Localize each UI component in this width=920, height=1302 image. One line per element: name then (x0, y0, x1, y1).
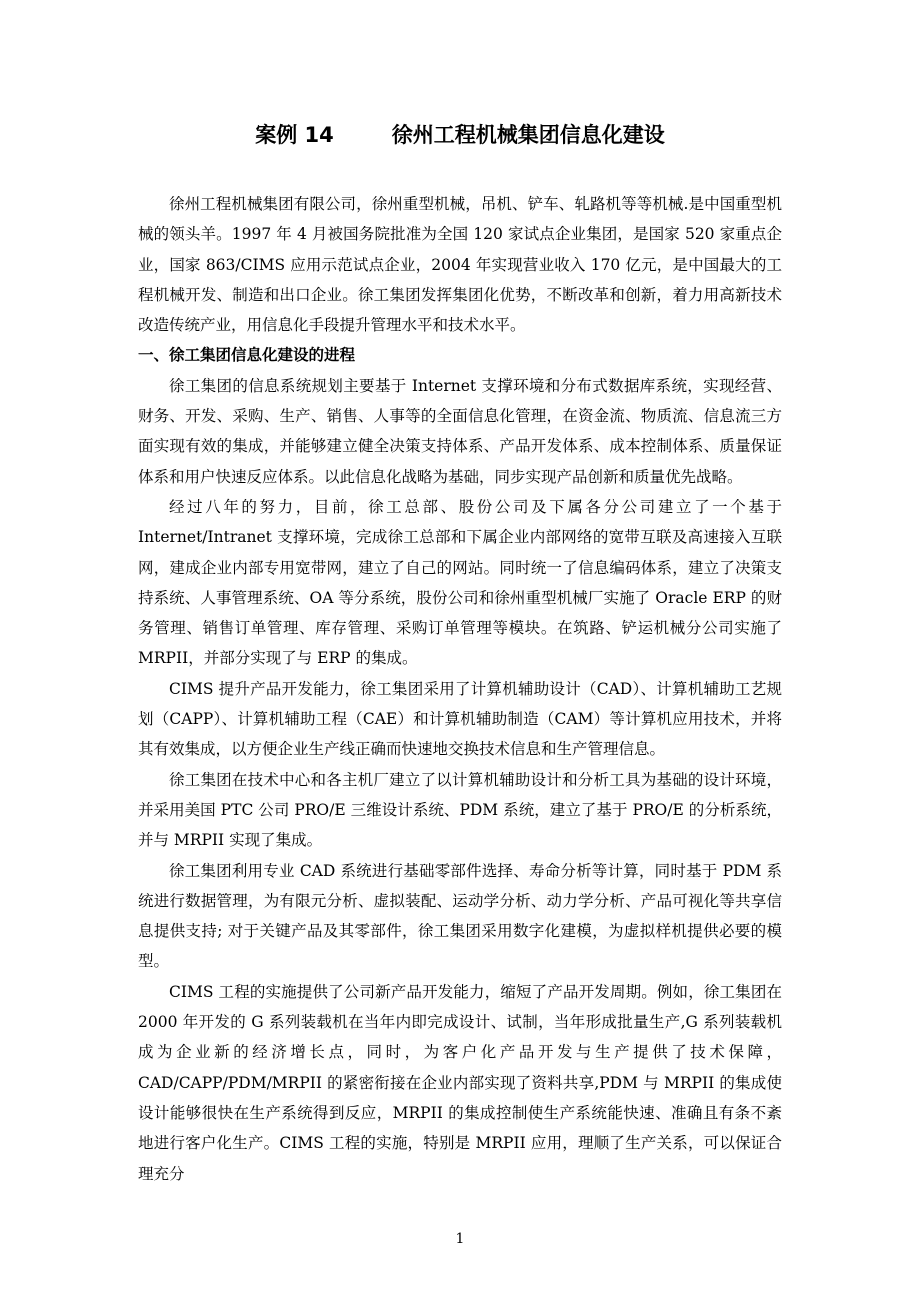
page-number: 1 (455, 1231, 465, 1247)
section-heading: 一、徐工集团信息化建设的进程 (138, 346, 356, 365)
body-paragraph: 徐工集团的信息系统规划主要基于 Internet 支撑环境和分布式数据库系统，实现经营、财务、开发、采购、生产、销售、人事等的全面信息化管理，在资金流、物质流、信息流三方面实现有效的集成，并能够建立健全决策支持体系、产品开发体系、成本控制体系、质量保证体系和用户快速反应体系。以此信息化战略为基础，同步实现产品创新和质量优先战略。 (138, 376, 782, 486)
body-paragraph: 徐工集团在技术中心和各主机厂建立了以计算机辅助设计和分析工具为基础的设计环境，并采用美国 PTC 公司 PRO/E 三维设计系统、PDM 系统，建立了基于 PRO/E 的分析系统，并与 MRPII 实现了集成。 (138, 770, 782, 850)
body-paragraph: CIMS 提升产品开发能力，徐工集团采用了计算机辅助设计（CAD）、计算机辅助工艺规划（CAPP）、计算机辅助工程（CAE）和计算机辅助制造（CAM）等计算机应用技术，并将其有效集成，以方便企业生产线正确而快速地交换技术信息和生产管理信息。 (138, 679, 782, 759)
document-body (138, 189, 782, 1189)
case-number: 案例 14 (255, 123, 334, 147)
body-paragraph: 经过八年的努力，目前，徐工总部、股份公司及下属各分公司建立了一个基于 Internet/Intranet 支撑环境，完成徐工总部和下属企业内部网络的宽带互联及高速接入互联网，建成企业内部专用宽带网，建立了自己的网站。同时统一了信息编码体系，建立了决策支持系统、人事管理系统、OA 等分系统，股份公司和徐州重型机械厂实施了 Oracle ERP 的财务管理、销售订单管理、库存管理、采购订单管理等模块。在筑路、铲运机械分公司实施了 MRPII，并部分实现了与 ERP 的集成。 (138, 497, 782, 668)
body-paragraph: 徐工集团利用专业 CAD 系统进行基础零部件选择、寿命分析等计算，同时基于 PDM 系统进行数据管理，为有限元分析、虚拟装配、运动学分析、动力学分析、产品可视化等共享信息提供支持; 对于关键产品及其零部件，徐工集团采用数字化建模，为虚拟样机提供必要的模型。 (138, 861, 782, 971)
intro-paragraph: 徐州工程机械集团有限公司，徐州重型机械，吊机、铲车、轧路机等等机械.是中国重型机械的领头羊。1997 年 4 月被国务院批准为全国 120 家试点企业集团，是国家 520 家重点企业，国家 863/CIMS 应用示范试点企业，2004 年实现营业收入 170 亿元，是中国最大的工程机械开发、制造和出口企业。徐工集团发挥集团化优势，不断改革和创新，着力用高新技术改造传统产业，用信息化手段提升管理水平和技术水平。 (138, 195, 782, 335)
body-paragraph: CIMS 工程的实施提供了公司新产品开发能力，缩短了产品开发周期。例如，徐工集团在 2000 年开发的 G 系列装载机在当年内即完成设计、试制，当年形成批量生产,G 系列装载机成为企业新的经济增长点，同时，为客户化产品开发与生产提供了技术保障，CAD/CAPP/PDM/MRPII 的紧密衔接在企业内部实现了资料共享,PDM 与 MRPII 的集成使设计能够很快在生产系统得到反应，MRPII 的集成控制使生产系统能快速、准确且有条不紊地进行客户化生产。CIMS 工程的实施，特别是 MRPII 应用，理顺了生产关系，可以保证合理充分 (138, 982, 782, 1183)
title-text: 徐州工程机械集团信息化建设 (391, 123, 665, 147)
document-title (0, 118, 920, 152)
